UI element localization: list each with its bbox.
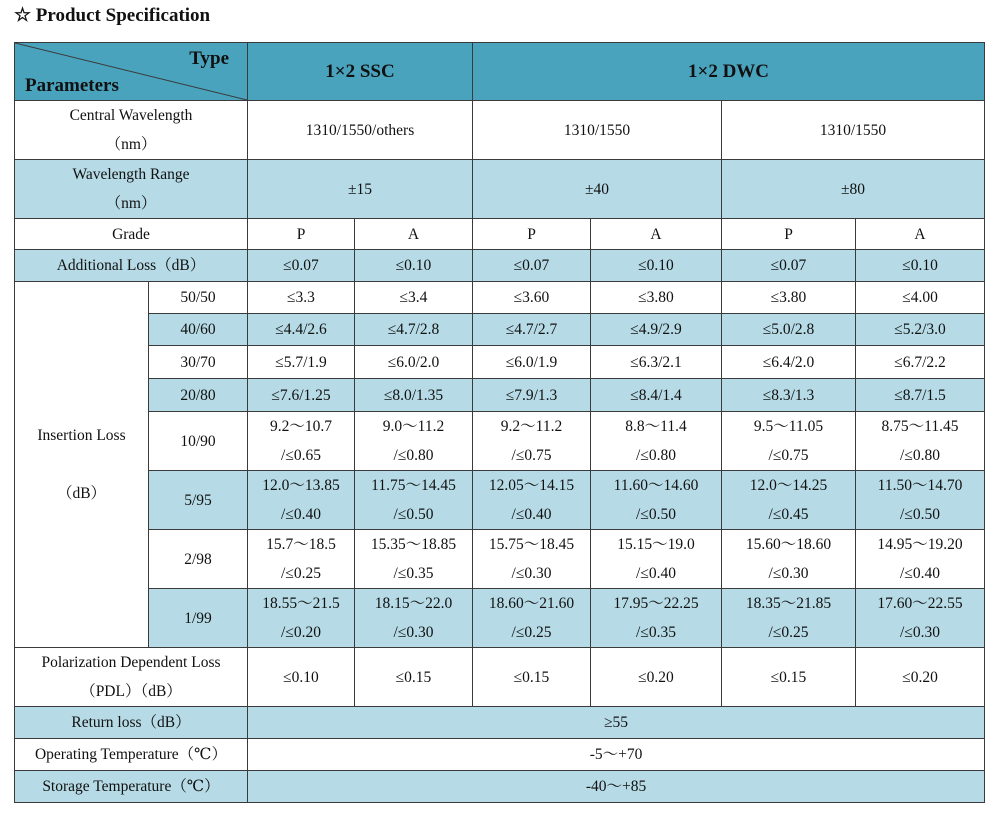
central-wavelength-row [15, 101, 985, 160]
insertion-loss-cell: 18.60～21.60 /≤0.25 [473, 589, 591, 648]
insertion-loss-cell: ≤4.7/2.7 [473, 314, 591, 346]
page-title: ☆ Product Specification [14, 5, 211, 26]
central-wavelength-dwc-2: 1310/1550 [722, 101, 985, 160]
split-ratio: 2/98 [149, 530, 248, 589]
insertion-loss-cell: 9.2～10.7 /≤0.65 [248, 412, 355, 471]
wavelength-range-ssc: ±15 [248, 160, 473, 219]
wavelength-range-dwc-2: ±80 [722, 160, 985, 219]
grade-cell: P [473, 219, 591, 250]
insertion-loss-cell: ≤4.00 [856, 282, 985, 314]
insertion-loss-cell: ≤8.3/1.3 [722, 379, 856, 412]
central-wavelength-label: Central Wavelength （nm） [15, 101, 248, 160]
insertion-loss-cell: ≤6.0/1.9 [473, 346, 591, 379]
insertion-loss-cell: ≤3.60 [473, 282, 591, 314]
grade-cell: A [591, 219, 722, 250]
spec-table [14, 42, 985, 803]
type-parameters-cell [15, 43, 248, 101]
insertion-loss-row [15, 282, 985, 314]
split-ratio: 40/60 [149, 314, 248, 346]
parameters-label: Parameters [25, 75, 119, 96]
additional-loss-row [15, 250, 985, 282]
insertion-loss-cell: 11.60～14.60 /≤0.50 [591, 471, 722, 530]
additional-loss-cell: ≤0.07 [473, 250, 591, 282]
insertion-loss-cell: ≤3.80 [722, 282, 856, 314]
insertion-loss-cell: 17.60～22.55 /≤0.30 [856, 589, 985, 648]
operating-temperature-value: -5～+70 [248, 739, 985, 771]
insertion-loss-cell: ≤5.0/2.8 [722, 314, 856, 346]
pdl-cell: ≤0.10 [248, 648, 355, 707]
insertion-loss-row [15, 412, 985, 471]
pdl-cell: ≤0.15 [722, 648, 856, 707]
insertion-loss-cell: 18.55～21.5 /≤0.20 [248, 589, 355, 648]
insertion-loss-cell: ≤3.80 [591, 282, 722, 314]
insertion-loss-cell: 12.0～14.25 /≤0.45 [722, 471, 856, 530]
return-loss-label: Return loss（dB） [15, 707, 248, 739]
insertion-loss-cell: 17.95～22.25 /≤0.35 [591, 589, 722, 648]
insertion-loss-cell: 15.35～18.85 /≤0.35 [355, 530, 473, 589]
insertion-loss-label: Insertion Loss （dB） [15, 282, 149, 648]
central-wavelength-dwc-1: 1310/1550 [473, 101, 722, 160]
additional-loss-cell: ≤0.07 [722, 250, 856, 282]
insertion-loss-cell: ≤4.9/2.9 [591, 314, 722, 346]
insertion-loss-cell: 15.15～19.0 /≤0.40 [591, 530, 722, 589]
central-wavelength-ssc: 1310/1550/others [248, 101, 473, 160]
insertion-loss-cell: 12.05～14.15 /≤0.40 [473, 471, 591, 530]
grade-cell: A [856, 219, 985, 250]
insertion-loss-cell: 15.75～18.45 /≤0.30 [473, 530, 591, 589]
additional-loss-cell: ≤0.07 [248, 250, 355, 282]
insertion-loss-cell: 11.75～14.45 /≤0.50 [355, 471, 473, 530]
insertion-loss-row [15, 471, 985, 530]
storage-temperature-value: -40～+85 [248, 771, 985, 803]
split-ratio: 5/95 [149, 471, 248, 530]
return-loss-row [15, 707, 985, 739]
insertion-loss-cell: ≤3.4 [355, 282, 473, 314]
insertion-loss-cell: ≤7.6/1.25 [248, 379, 355, 412]
insertion-loss-cell: 18.35～21.85 /≤0.25 [722, 589, 856, 648]
insertion-loss-cell: ≤8.0/1.35 [355, 379, 473, 412]
grade-cell: P [248, 219, 355, 250]
insertion-loss-cell: ≤5.7/1.9 [248, 346, 355, 379]
additional-loss-cell: ≤0.10 [856, 250, 985, 282]
insertion-loss-cell: ≤3.3 [248, 282, 355, 314]
insertion-loss-cell: 9.2～11.2 /≤0.75 [473, 412, 591, 471]
wavelength-range-dwc-1: ±40 [473, 160, 722, 219]
insertion-loss-row [15, 379, 985, 412]
additional-loss-cell: ≤0.10 [355, 250, 473, 282]
insertion-loss-cell: ≤8.7/1.5 [856, 379, 985, 412]
insertion-loss-row [15, 346, 985, 379]
grade-cell: P [722, 219, 856, 250]
split-ratio: 30/70 [149, 346, 248, 379]
insertion-loss-cell: 9.0～11.2 /≤0.80 [355, 412, 473, 471]
operating-temperature-row [15, 739, 985, 771]
storage-temperature-label: Storage Temperature（℃） [15, 771, 248, 803]
insertion-loss-cell: 9.5～11.05 /≤0.75 [722, 412, 856, 471]
ssc-header: 1×2 SSC [248, 43, 473, 101]
insertion-loss-cell: ≤8.4/1.4 [591, 379, 722, 412]
split-ratio: 1/99 [149, 589, 248, 648]
wavelength-range-label: Wavelength Range （nm） [15, 160, 248, 219]
insertion-loss-cell: ≤6.0/2.0 [355, 346, 473, 379]
pdl-cell: ≤0.15 [473, 648, 591, 707]
pdl-cell: ≤0.20 [856, 648, 985, 707]
insertion-loss-cell: 15.60～18.60 /≤0.30 [722, 530, 856, 589]
additional-loss-label: Additional Loss（dB） [15, 250, 248, 282]
pdl-cell: ≤0.20 [591, 648, 722, 707]
additional-loss-cell: ≤0.10 [591, 250, 722, 282]
storage-temperature-row [15, 771, 985, 803]
insertion-loss-cell: 18.15～22.0 /≤0.30 [355, 589, 473, 648]
operating-temperature-label: Operating Temperature（℃） [15, 739, 248, 771]
insertion-loss-cell: 8.8～11.4 /≤0.80 [591, 412, 722, 471]
insertion-loss-row [15, 314, 985, 346]
insertion-loss-cell: ≤4.7/2.8 [355, 314, 473, 346]
grade-row [15, 219, 985, 250]
insertion-loss-cell: ≤7.9/1.3 [473, 379, 591, 412]
insertion-loss-cell: ≤6.3/2.1 [591, 346, 722, 379]
insertion-loss-cell: ≤6.4/2.0 [722, 346, 856, 379]
insertion-loss-cell: ≤5.2/3.0 [856, 314, 985, 346]
split-ratio: 50/50 [149, 282, 248, 314]
type-label: Type [189, 48, 229, 69]
insertion-loss-cell: 11.50～14.70 /≤0.50 [856, 471, 985, 530]
insertion-loss-row [15, 589, 985, 648]
pdl-label: Polarization Dependent Loss （PDL）（dB） [15, 648, 248, 707]
insertion-loss-cell: 14.95～19.20 /≤0.40 [856, 530, 985, 589]
pdl-cell: ≤0.15 [355, 648, 473, 707]
split-ratio: 20/80 [149, 379, 248, 412]
grade-label: Grade [15, 219, 248, 250]
insertion-loss-cell: 15.7～18.5 /≤0.25 [248, 530, 355, 589]
split-ratio: 10/90 [149, 412, 248, 471]
return-loss-value: ≥55 [248, 707, 985, 739]
insertion-loss-row [15, 530, 985, 589]
grade-cell: A [355, 219, 473, 250]
insertion-loss-cell: 12.0～13.85 /≤0.40 [248, 471, 355, 530]
insertion-loss-cell: ≤4.4/2.6 [248, 314, 355, 346]
insertion-loss-cell: 8.75～11.45 /≤0.80 [856, 412, 985, 471]
dwc-header: 1×2 DWC [473, 43, 985, 101]
header-row [15, 43, 985, 101]
pdl-row [15, 648, 985, 707]
wavelength-range-row [15, 160, 985, 219]
insertion-loss-cell: ≤6.7/2.2 [856, 346, 985, 379]
